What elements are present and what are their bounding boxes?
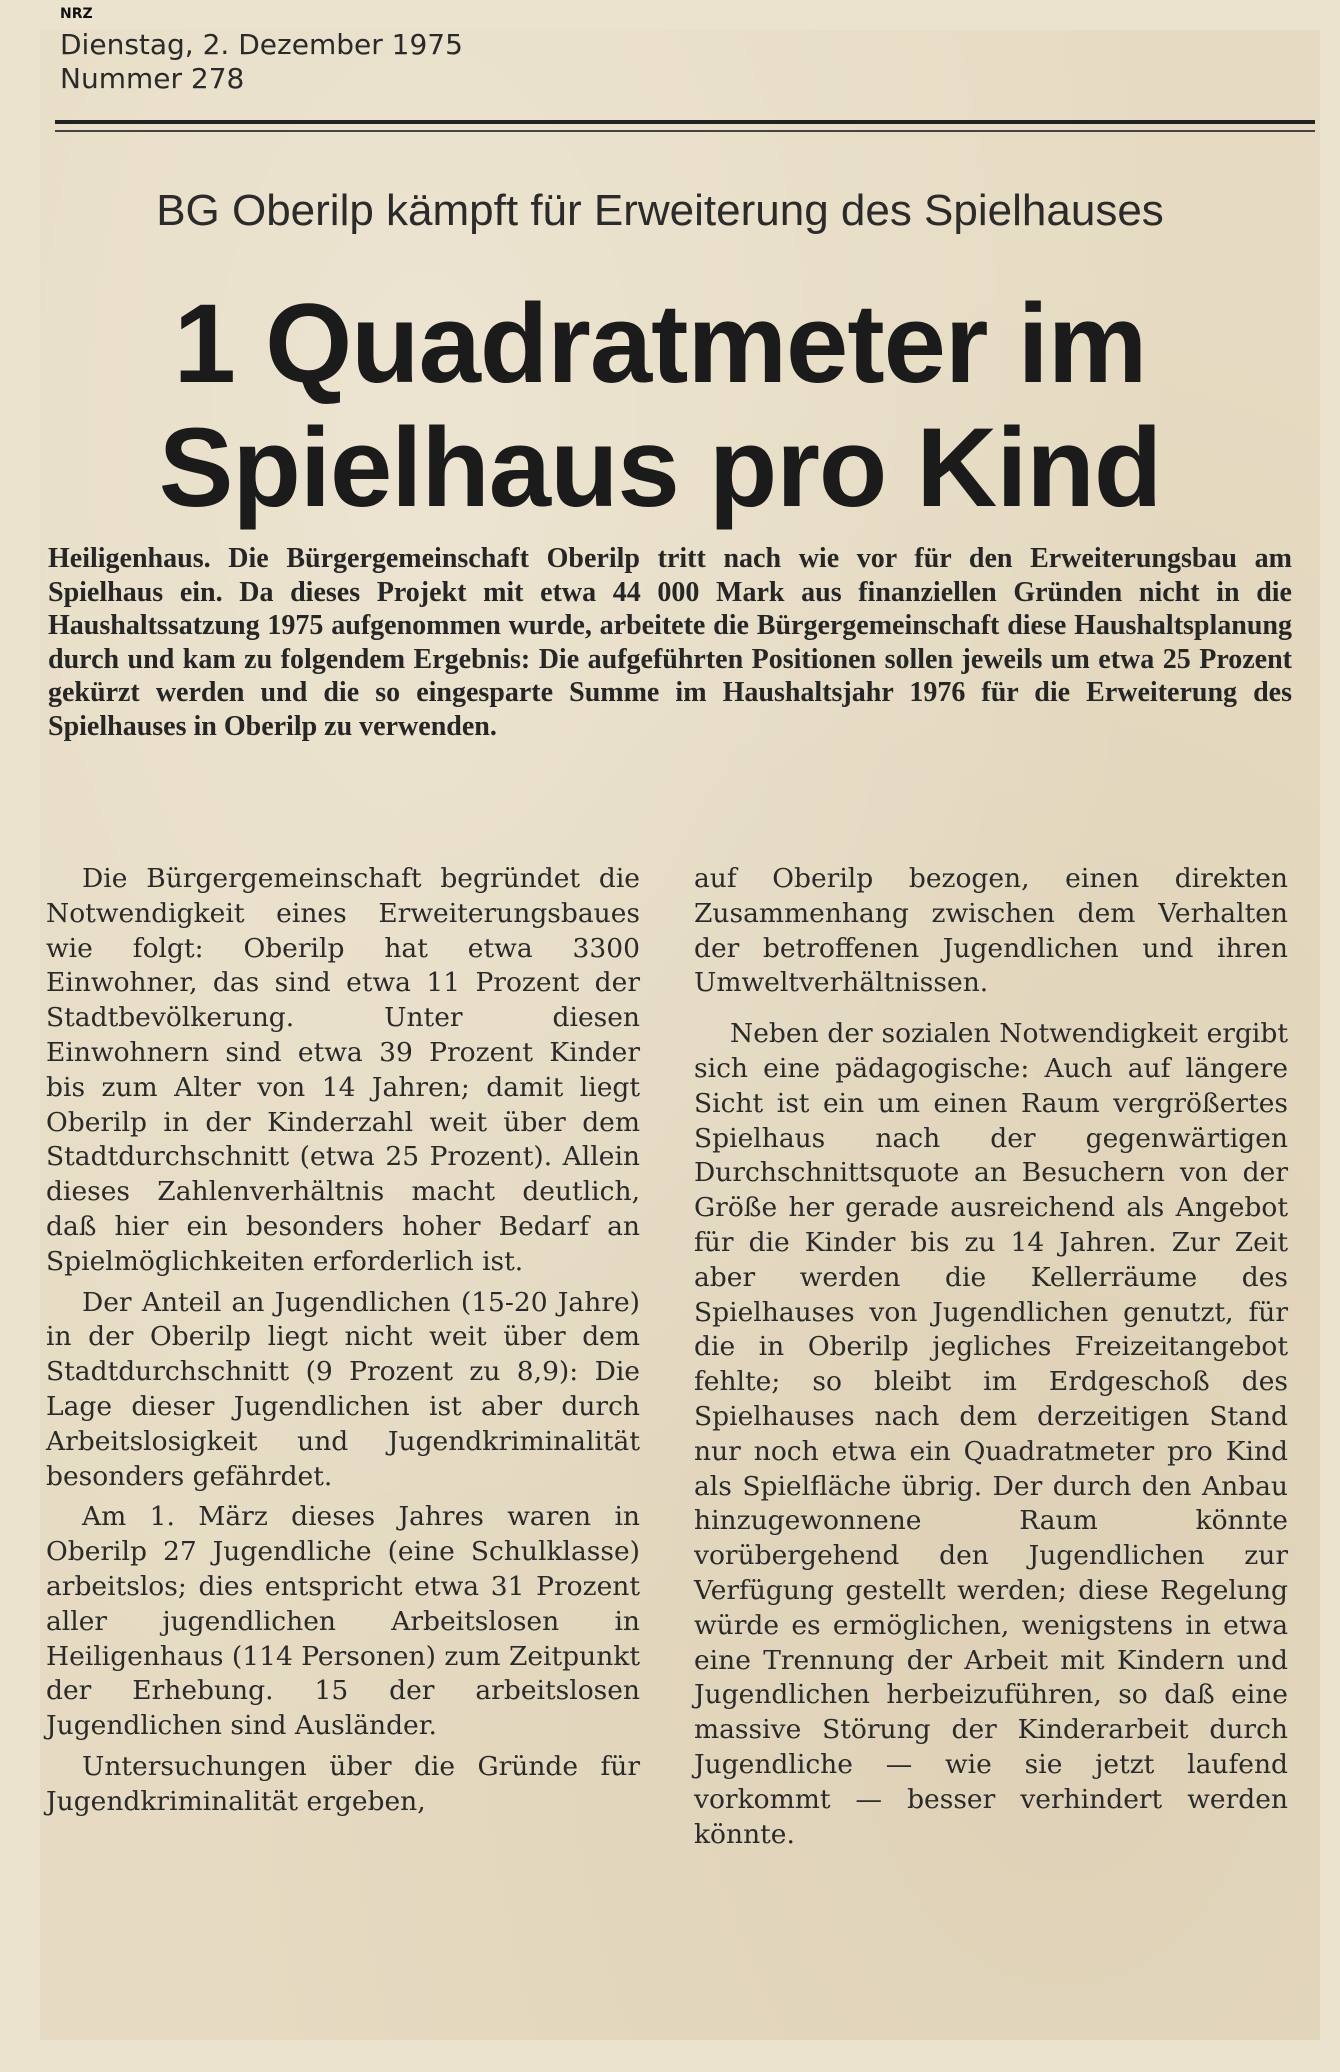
headline-line-1: 1 Quadratmeter im xyxy=(173,281,1147,406)
paragraph: Neben der sozialen Notwendigkeit ergibt sich eine pädagogische: Auch auf längere Sicht ist ein um einen Raum vergrößertes Spielhaus nach der gegenwärtigen Durchschnittsquote an Besuchern von der Größe her gerade ausreichend als Angebot für die Kinder bis zu 14 Jahren. Zur Zeit aber werden die Kellerräume des Spielhauses von Jugendlichen genutzt, für die in Oberilp jegliches Freizeitangebot fehlte; so bleibt im Erdgeschoß des Spielhauses nach dem derzeitigen Stand nur noch etwa ein Quadratmeter pro Kind als Spielfläche übrig. Der durch den Anbau hinzugewonnene Raum könnte vorübergehend den Jugendlichen zur Verfügung gestellt werden; diese Regelung würde es ermöglichen, wenigstens in etwa eine Trennung der Arbeit mit Kindern und Jugendlichen herbeizuführen, so daß eine massive Störung der Kinderarbeit durch Jugendliche — wie sie jetzt laufend vorkommt — besser verhindert werden könnte. xyxy=(694,1018,1288,1850)
paragraph: Die Bürgergemeinschaft begründet die Notwendigkeit eines Erweiterungsbaues wie folgt: Oberilp hat etwa 3300 Einwohner, das sind etwa 11 Prozent der Stadtbevölkerung. Unter diesen Einwohnern sind etwa 39 Prozent Kinder bis zum Alter von 14 Jahren; damit liegt Oberilp in der Kinderzahl weit über dem Stadtdurchschnitt (etwa 25 Prozent). Allein dieses Zahlenverhältnis macht deutlich, daß hier ein besonders hoher Bedarf an Spielmöglichkeiten erforderlich ist. xyxy=(46,863,640,1277)
headline-line-2: Spielhaus pro Kind xyxy=(158,405,1162,530)
article-headline xyxy=(60,282,1260,530)
top-rule xyxy=(55,120,1315,124)
newspaper-brand: NRZ xyxy=(60,6,93,22)
top-rule-thin xyxy=(55,130,1315,132)
dateline xyxy=(60,28,463,96)
paragraph: Am 1. März dieses Jahres waren in Oberilp 27 Jugendliche (eine Schulklasse) arbeitslos; dies entspricht etwa 31 Prozent aller jugendlichen Arbeitslosen in Heiligenhaus (114 Personen) zum Zeitpunkt der Erhebung. 15 der arbeitslosen Jugendlichen sind Ausländer. xyxy=(46,1501,640,1742)
paragraph: Untersuchungen über die Gründe für Jugendkriminalität ergeben, xyxy=(46,1750,640,1817)
issue-number: Nummer 278 xyxy=(60,62,245,95)
article-lead: Heiligenhaus. Die Bürgergemeinschaft Oberilp tritt nach wie vor für den Erweiterungsbau am Spielhaus ein. Da dieses Projekt mit etwa 44 000 Mark aus finanziellen Gründen nicht in die Haushaltssatzung 1975 aufgenommen wurde, arbeitete die Bürgergemeinschaft diese Haushaltsplanung durch und kam zu folgendem Ergebnis: Die aufgeführten Positionen sollen jeweils um etwa 25 Prozent gekürzt werden und die so eingesparte Summe im Haushaltsjahr 1976 für die Erweiterung des Spielhauses in Oberilp zu verwenden. xyxy=(48,543,1292,742)
article-kicker: BG Oberilp kämpft für Erweiterung des Spielhauses xyxy=(156,186,1164,235)
article-column-left xyxy=(46,862,640,1826)
paragraph: Der Anteil an Jugendlichen (15-20 Jahre) in der Oberilp liegt nicht weit über dem Stadtdurchschnitt (9 Prozent zu 8,9): Die Lage dieser Jugendlichen ist aber durch Arbeitslosigkeit und Jugendkriminalität besonders gefährdet. xyxy=(46,1286,640,1492)
issue-date: Dienstag, 2. Dezember 1975 xyxy=(60,28,463,61)
paragraph: auf Oberilp bezogen, einen direkten Zusammenhang zwischen dem Verhalten der betroffenen Jugendlichen und ihren Umweltverhältnissen. xyxy=(694,863,1288,999)
article-column-right xyxy=(694,862,1288,1858)
